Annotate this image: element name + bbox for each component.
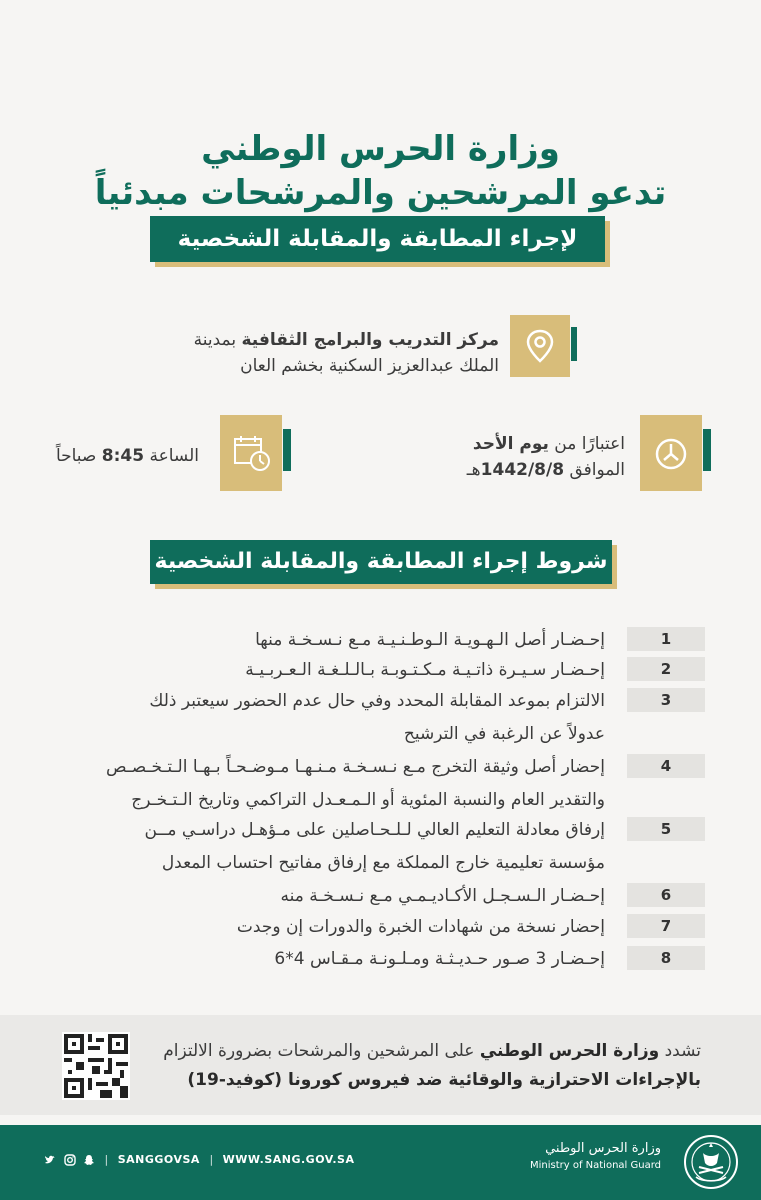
location-line2: الملك عبدالعزيز السكنية بخشم العان (240, 356, 499, 376)
notice-rest: على المرشحين والمرشحات بضرورة الالتزام (163, 1041, 480, 1061)
notice-line2: بالإجراءات الاحترازية والوقائية ضد فيروس كورونا (كوفيد-19) (187, 1070, 701, 1090)
item-text: إرفاق معادلة التعليم العالي لـلـحـاصلين على مـؤهـل دراسـي مــن (144, 820, 605, 840)
notice-ministry: وزارة الحرس الوطني (479, 1041, 660, 1061)
qr-code[interactable] (62, 1032, 130, 1100)
list-item (60, 655, 705, 685)
conditions-banner: شروط إجراء المطابقة والمقابلة الشخصية (150, 540, 612, 584)
time-value: 8:45 (101, 446, 145, 466)
item-text: والتقدير العام والنسبة المئوية أو الـمـعـدل التراكمي وتاريخ الـتـخـرج (131, 790, 605, 810)
instagram-icon[interactable] (64, 1154, 76, 1166)
list-item (60, 815, 705, 845)
item-number: 4 (627, 754, 705, 778)
item-text: إحـضـار أصل الـهـويـة الـوطـنـيـة مـع نـسـخـة منها (255, 630, 605, 650)
item-text: إحـضـار الـسـجـل الأكـاديـمـي مـع نـسـخـة منه (280, 886, 605, 906)
ministry-title: وزارة الحرس الوطني (201, 129, 560, 169)
location-city-prefix: بمدينة (193, 330, 242, 350)
item-number: 1 (627, 627, 705, 651)
item-number: 2 (627, 657, 705, 681)
header-banner: لإجراء المطابقة والمقابلة الشخصية (150, 216, 605, 262)
item-number: 6 (627, 883, 705, 907)
website-link[interactable]: WWW.SANG.GOV.SA (222, 1153, 355, 1166)
time-label: الساعة (144, 446, 199, 466)
time-icon-box (220, 415, 292, 491)
list-item (60, 625, 705, 655)
item-text: إحضار نسخة من شهادات الخبرة والدورات إن وجدت (236, 917, 605, 937)
time-text (39, 442, 199, 470)
item-number: 8 (627, 946, 705, 970)
notice-prefix: تشدد (659, 1041, 701, 1061)
twitter-icon[interactable] (44, 1154, 56, 1166)
time-suffix: صباحاً (55, 446, 102, 466)
calendar-icon (232, 433, 272, 473)
date-day: يوم الأحد (472, 434, 549, 454)
ministry-logo-icon (682, 1133, 740, 1191)
date-line2 (405, 456, 625, 484)
location-line1 (99, 326, 499, 354)
list-item-continuation (60, 785, 705, 815)
item-text: مؤسسة تعليمية خارج المملكة مع إرفاق مفاتيح احتساب المعدل (161, 853, 605, 873)
date-line1 (405, 430, 625, 458)
date-suffix: هـ (466, 460, 481, 480)
list-item (60, 944, 705, 974)
item-text: عدولاً عن الرغبة في الترشيح (403, 724, 605, 744)
ministry-name-en: Ministry of National Guard (529, 1160, 661, 1171)
item-text: إحضار أصل وثيقة التخرج مـع نـسـخـة مـنـهـا مـوضـحـاً بـهـا الـتـخـصـص (105, 757, 605, 777)
social-handle[interactable]: SANGGOVSA (117, 1153, 200, 1166)
list-item (60, 686, 705, 716)
item-text: إحـضـار سـيـرة ذاتـيـة مـكـتـوبـة بـالـلـغـة الـعـربـيـة (245, 660, 605, 680)
date-value: 1442/8/8 (480, 460, 565, 480)
location-pin-icon (526, 329, 554, 363)
notice-line1 (141, 1037, 701, 1065)
list-item-continuation (60, 848, 705, 878)
clock-icon (654, 437, 688, 471)
date-prefix: اعتبارًا من (548, 434, 625, 454)
location-center-name: مركز التدريب والبرامج الثقافية (241, 330, 499, 350)
date-icon-box (640, 415, 712, 491)
item-number: 5 (627, 817, 705, 841)
item-number: 3 (627, 688, 705, 712)
item-number: 7 (627, 914, 705, 938)
list-item (60, 912, 705, 942)
snapchat-icon[interactable] (83, 1154, 95, 1166)
date-line2-prefix: الموافق (564, 460, 625, 480)
list-item (60, 881, 705, 911)
item-text: إحـضـار 3 صـور حـديـثـة ومـلـونـة مـقـاس 4*6 (274, 949, 605, 969)
ministry-name-ar: وزارة الحرس الوطني (545, 1141, 661, 1156)
location-icon-box (510, 315, 576, 377)
list-item (60, 752, 705, 782)
list-item-continuation (60, 719, 705, 749)
qr-code-icon (64, 1034, 128, 1098)
social-links: | SANGGOVSA | WWW.SANG.GOV.SA (44, 1152, 354, 1168)
invitation-title: تدعو المرشحين والمرشحات مبدئياً (94, 173, 667, 213)
item-text: الالتزام بموعد المقابلة المحدد وفي حال عدم الحضور سيعتبر ذلك (149, 691, 605, 711)
